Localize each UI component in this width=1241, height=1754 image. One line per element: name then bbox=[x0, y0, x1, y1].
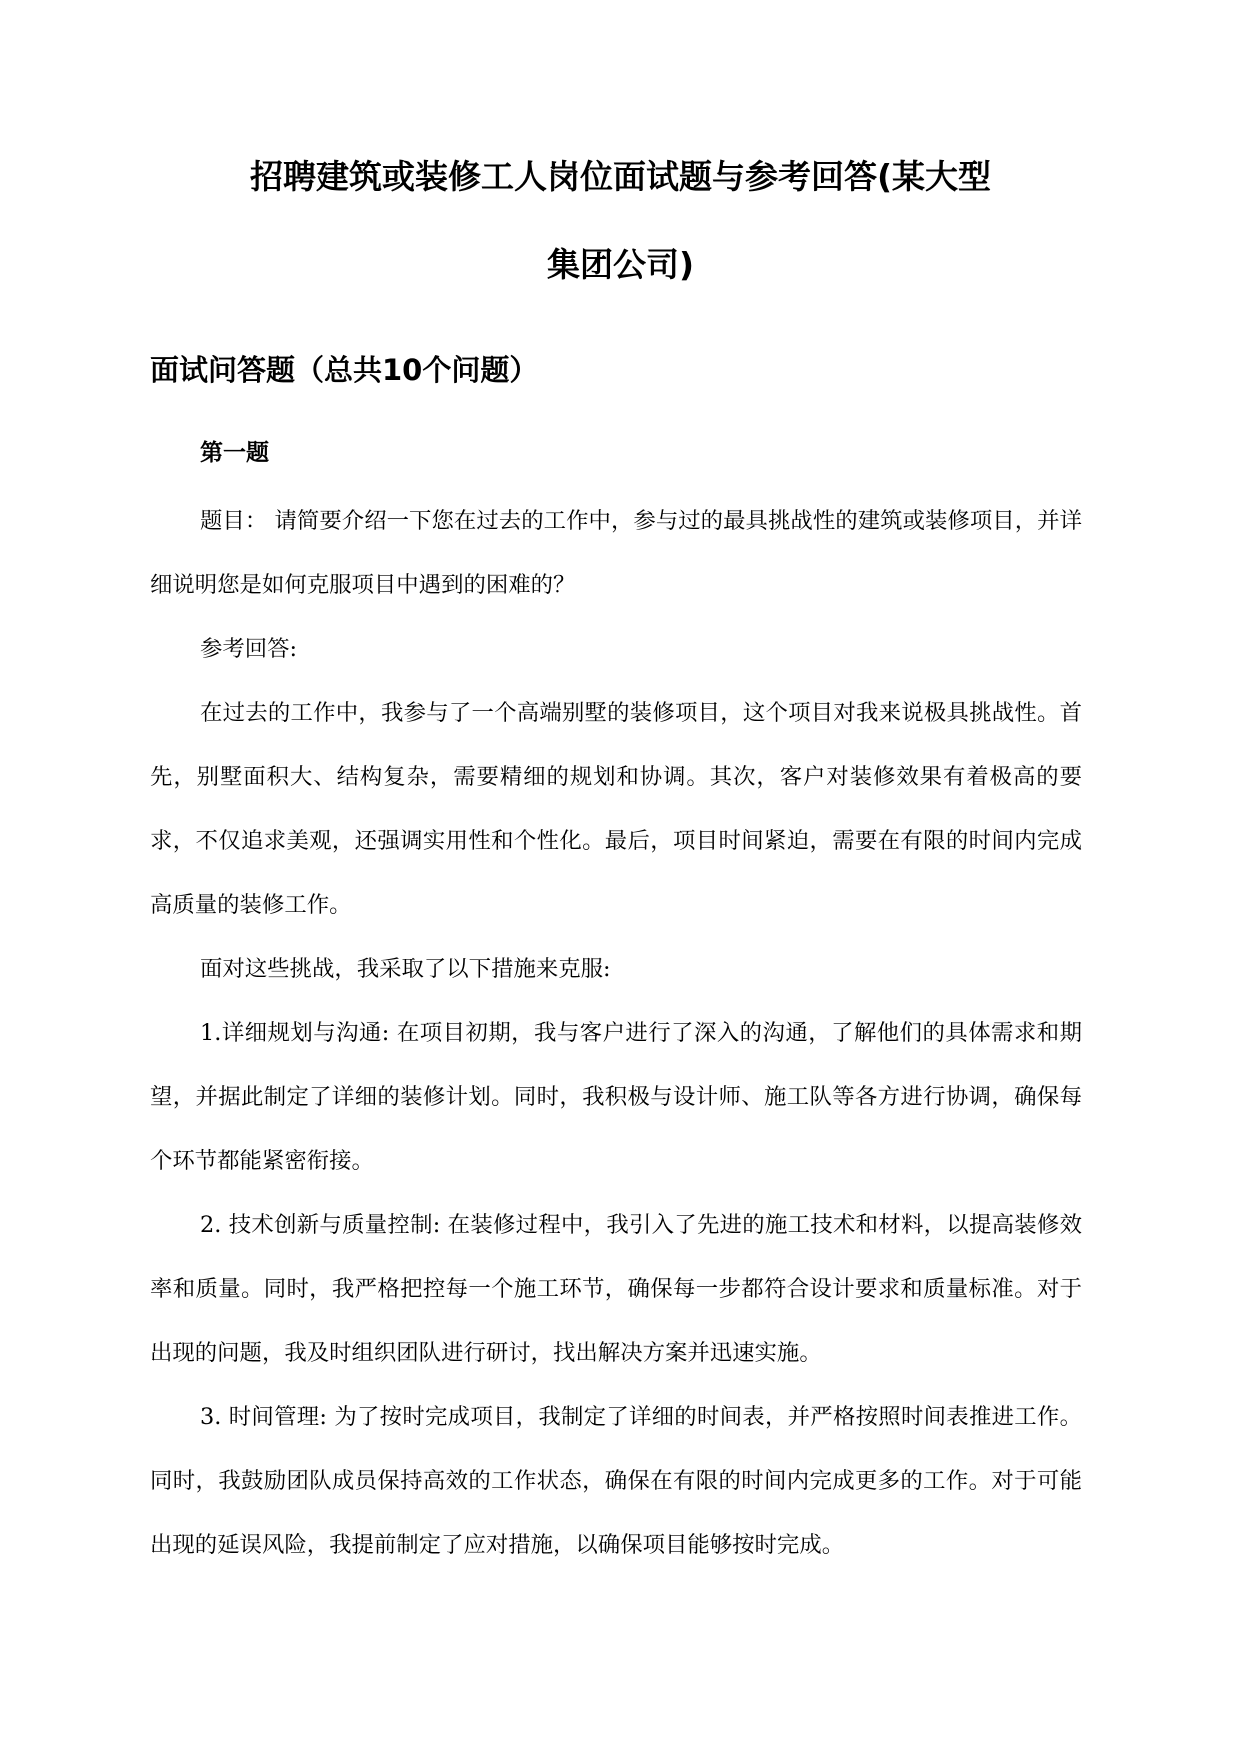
section-heading: 面试问答题（总共10个问题） bbox=[150, 353, 539, 387]
answer-label: 参考回答: bbox=[200, 636, 298, 662]
document-title-line-2: 集团公司) bbox=[546, 245, 695, 284]
document-title-line-1: 招聘建筑或装修工人岗位面试题与参考回答(某大型 bbox=[249, 157, 992, 196]
measures-intro: 面对这些挑战，我采取了以下措施来克服: bbox=[200, 956, 611, 982]
question-label: 第一题 bbox=[200, 440, 269, 466]
question-text: 题目： 请简要介绍一下您在过去的工作中，参与过的最具挑战性的建筑或装修项目，并详细说明您是如何克服项目中遇到的困难的？ bbox=[150, 508, 1082, 598]
measure-item-1: 1.详细规划与沟通: 在项目初期，我与客户进行了深入的沟通，了解他们的具体需求和期望，并据此制定了详细的装修计划。同时，我积极与设计师、施工队等各方进行协调，确保每个环节都能紧密衔接。 bbox=[150, 1020, 1082, 1174]
measure-item-3: 3. 时间管理: 为了按时完成项目，我制定了详细的时间表，并严格按照时间表推进工作。同时，我鼓励团队成员保持高效的工作状态，确保在有限的时间内完成更多的工作。对于可能出现的延误风险，我提前制定了应对措施，以确保项目能够按时完成。 bbox=[150, 1404, 1082, 1558]
answer-paragraph: 在过去的工作中，我参与了一个高端别墅的装修项目，这个项目对我来说极具挑战性。首先，别墅面积大、结构复杂，需要精细的规划和协调。其次，客户对装修效果有着极高的要求，不仅追求美观，还强调实用性和个性化。最后，项目时间紧迫，需要在有限的时间内完成高质量的装修工作。 bbox=[150, 700, 1082, 918]
measure-item-2: 2. 技术创新与质量控制: 在装修过程中，我引入了先进的施工技术和材料，以提高装修效率和质量。同时，我严格把控每一个施工环节，确保每一步都符合设计要求和质量标准。对于出现的问题，我及时组织团队进行研讨，找出解决方案并迅速实施。 bbox=[150, 1212, 1082, 1366]
